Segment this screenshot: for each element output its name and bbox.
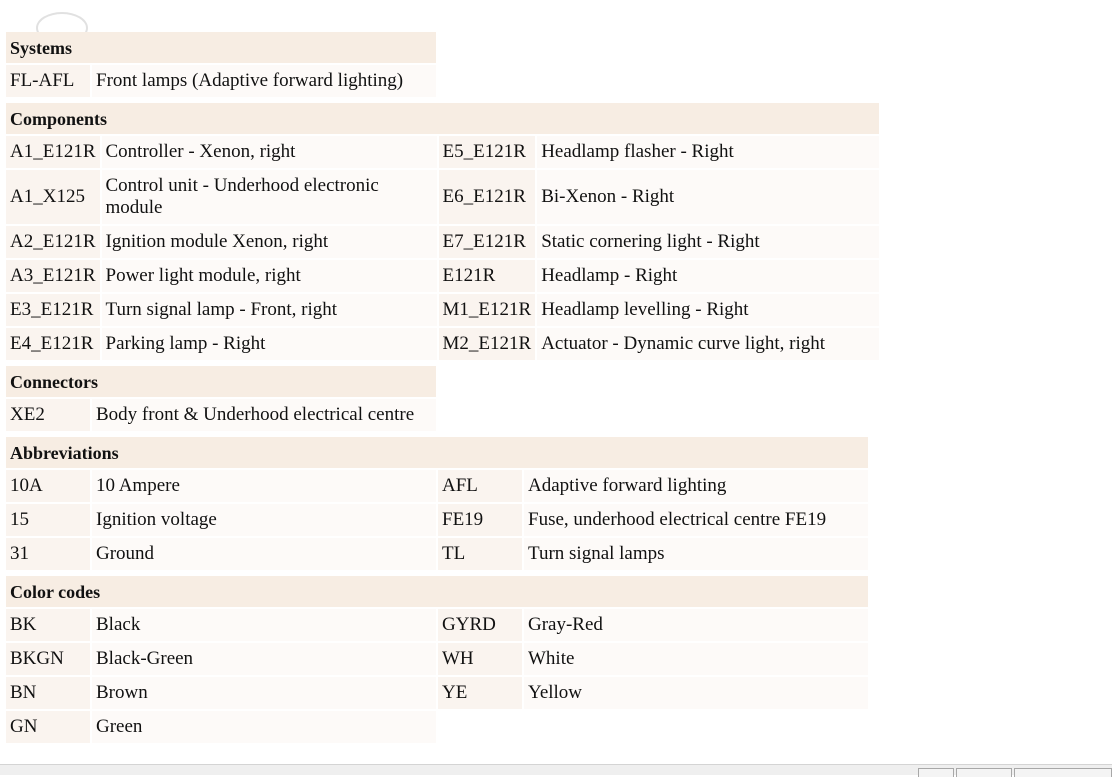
color-code: BN [6,677,90,709]
component-code: A2_E121R [6,226,100,258]
component-code: E4_E121R [6,328,100,360]
abbreviation-code: TL [438,538,522,570]
color-name: White [524,643,868,675]
system-code: FL-AFL [6,65,90,97]
abbreviation-meaning: Turn signal lamps [524,538,868,570]
component-code: E3_E121R [6,294,100,326]
table-row [6,711,868,743]
component-description: Ignition module Xenon, right [102,226,437,258]
component-description: Headlamp - Right [537,260,879,292]
table-row [6,328,879,360]
component-description: Headlamp levelling - Right [537,294,879,326]
status-bar-panel [1014,768,1112,777]
component-code: E6_E121R [439,170,536,224]
abbreviation-meaning: Ignition voltage [92,504,436,536]
empty-cell [524,711,868,743]
component-description: Actuator - Dynamic curve light, right [537,328,879,360]
table-row [6,643,868,675]
color-codes-table [4,574,870,745]
component-description: Controller - Xenon, right [102,136,437,168]
abbreviations-heading: Abbreviations [6,437,868,468]
component-code: M2_E121R [439,328,536,360]
connectors-heading: Connectors [6,366,436,397]
component-description: Turn signal lamp - Front, right [102,294,437,326]
component-code: A1_E121R [6,136,100,168]
table-row [6,260,879,292]
table-row [6,470,868,502]
table-row [6,504,868,536]
component-description: Control unit - Underhood electronic module [102,170,437,224]
component-code: A1_X125 [6,170,100,224]
systems-table [4,30,438,99]
components-table [4,101,881,362]
color-name: Green [92,711,436,743]
color-code: GYRD [438,609,522,641]
abbreviation-code: 10A [6,470,90,502]
component-description: Bi-Xenon - Right [537,170,879,224]
systems-heading: Systems [6,32,436,63]
color-name: Black [92,609,436,641]
component-code: E5_E121R [439,136,536,168]
abbreviation-meaning: Fuse, underhood electrical centre FE19 [524,504,868,536]
component-code: A3_E121R [6,260,100,292]
color-code: BKGN [6,643,90,675]
component-description: Parking lamp - Right [102,328,437,360]
system-description: Front lamps (Adaptive forward lighting) [92,65,436,97]
table-row [6,677,868,709]
status-bar-panel [956,768,1012,777]
table-row [6,399,436,431]
component-description: Static cornering light - Right [537,226,879,258]
status-bar [0,764,1112,775]
connector-description: Body front & Underhood electrical centre [92,399,436,431]
abbreviation-code: 31 [6,538,90,570]
abbreviation-meaning: 10 Ampere [92,470,436,502]
table-row [6,136,879,168]
empty-cell [438,711,522,743]
component-code: E7_E121R [439,226,536,258]
component-description: Power light module, right [102,260,437,292]
table-row [6,226,879,258]
color-name: Brown [92,677,436,709]
component-code: M1_E121R [439,294,536,326]
table-row [6,538,868,570]
color-name: Yellow [524,677,868,709]
abbreviations-table [4,435,870,572]
color-codes-heading: Color codes [6,576,868,607]
abbreviation-meaning: Adaptive forward lighting [524,470,868,502]
connectors-table [4,364,438,433]
table-row [6,294,879,326]
abbreviation-meaning: Ground [92,538,436,570]
table-row [6,609,868,641]
component-code: E121R [439,260,536,292]
component-description: Headlamp flasher - Right [537,136,879,168]
table-row [6,65,436,97]
components-heading: Components [6,103,879,134]
color-name: Black-Green [92,643,436,675]
color-code: YE [438,677,522,709]
color-code: BK [6,609,90,641]
abbreviation-code: 15 [6,504,90,536]
status-bar-panel [918,768,954,777]
table-row [6,170,879,224]
abbreviation-code: AFL [438,470,522,502]
abbreviation-code: FE19 [438,504,522,536]
color-name: Gray-Red [524,609,868,641]
color-code: GN [6,711,90,743]
connector-code: XE2 [6,399,90,431]
color-code: WH [438,643,522,675]
